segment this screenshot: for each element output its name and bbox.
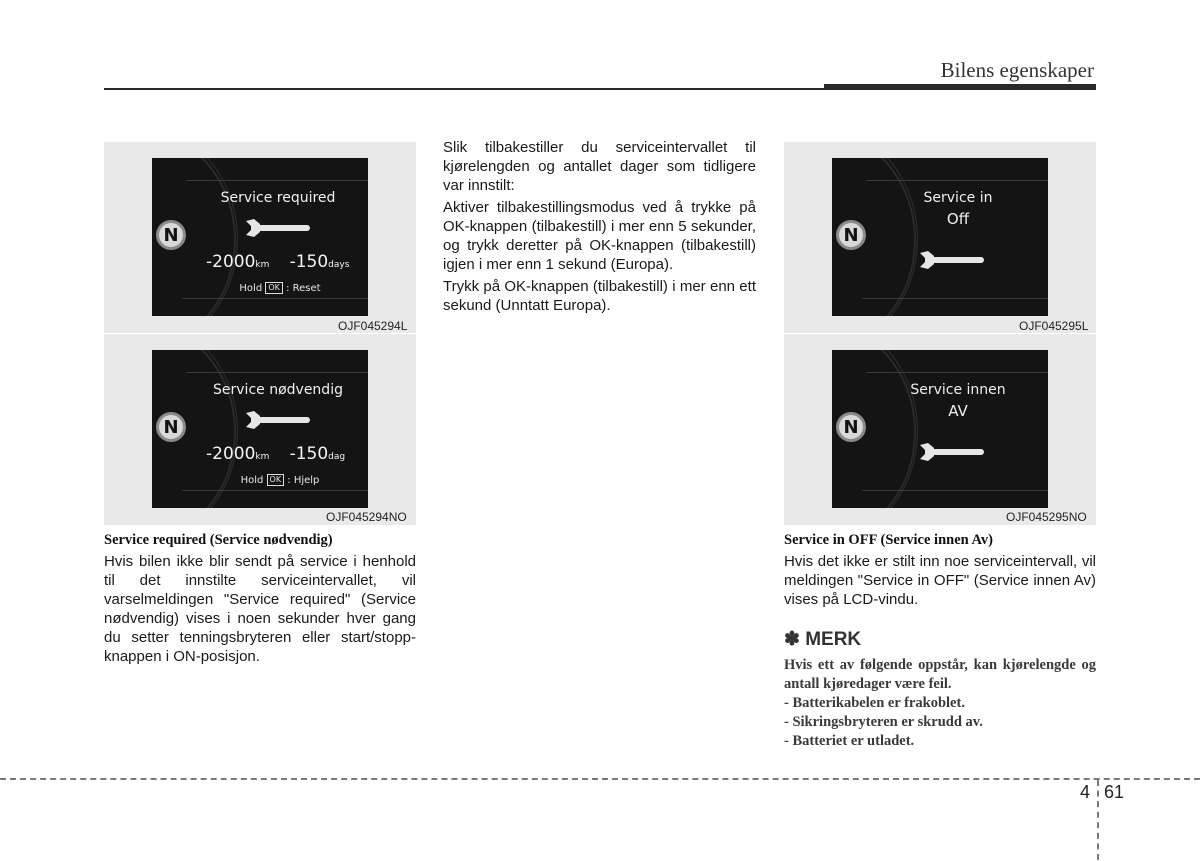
- section-body: Hvis bilen ikke blir sendt på service i henhold til det innstilte serviceintervallet, vil varselmeldingen "Service required" (Service nødvendig) vises i noen sekunder hver gang du setter tenningsbryteren eller start/stopp-knappen i ON-posisjon.: [104, 553, 416, 665]
- days-value: -150: [289, 444, 329, 464]
- hold-action: : Reset: [286, 283, 321, 294]
- header-rule-accent: [824, 84, 1096, 90]
- divider: [186, 180, 368, 181]
- divider: [182, 490, 368, 491]
- hold-instruction: [192, 282, 368, 294]
- paragraph: Trykk på OK-knappen (tilbakestill) i mer enn ett sekund (Unntatt Europa).: [443, 278, 756, 314]
- figure-service-nodvendig: [104, 334, 416, 525]
- paragraph: Aktiver tilbakestillingsmodus ved å trykke på OK-knappen (tilbakestill) i mer enn 5 sekunder, og trykk deretter på OK-knappen (tilbakestill) igjen i mer enn 1 sekund (Europa).: [443, 199, 756, 273]
- header-rule: [104, 88, 824, 90]
- divider: [182, 298, 368, 299]
- gear-indicator: N: [156, 412, 186, 442]
- divider: [862, 298, 1048, 299]
- hold-label: Hold: [240, 475, 264, 486]
- screen-subtitle: Off: [946, 210, 970, 228]
- section-heading: Service in OFF (Service innen Av): [784, 532, 994, 548]
- note-item: - Sikringsbryteren er skrudd av.: [784, 714, 983, 730]
- distance-unit: km: [255, 260, 270, 270]
- screen-title: Service in: [923, 190, 993, 206]
- figure-code: OJF045294L: [338, 319, 408, 333]
- lcd-screen: [152, 158, 368, 316]
- hold-label: Hold: [239, 283, 263, 294]
- distance-value: -2000: [206, 252, 256, 272]
- footer-rule: [0, 778, 1200, 780]
- lcd-screen: [152, 350, 368, 508]
- hold-action: : Hjelp: [287, 475, 320, 486]
- days-unit: days: [328, 260, 350, 270]
- gear-indicator: N: [836, 412, 866, 442]
- gear-indicator: N: [836, 220, 866, 250]
- screen-title: Service innen: [910, 382, 1006, 398]
- distance-unit: km: [255, 452, 270, 462]
- gear-indicator: N: [156, 220, 186, 250]
- reset-instructions: [443, 138, 756, 318]
- service-values: [206, 252, 349, 272]
- page-header-title: Bilens egenskaper: [940, 58, 1094, 82]
- distance-value: -2000: [206, 444, 256, 464]
- ok-key-label: OK: [265, 282, 283, 294]
- wrench-icon: [918, 250, 986, 270]
- lcd-screen: [832, 158, 1048, 316]
- figure-code: OJF045295NO: [1006, 510, 1087, 524]
- service-values: [206, 444, 345, 464]
- chapter-number: 4: [1080, 782, 1091, 802]
- ok-key-label: OK: [267, 474, 285, 486]
- section-heading: Service required (Service nødvendig): [104, 532, 333, 548]
- days-value: -150: [289, 252, 329, 272]
- figure-service-required: [104, 142, 416, 333]
- screen-subtitle: AV: [948, 402, 968, 420]
- paragraph: Slik tilbakestiller du serviceintervallet til kjørelengden og antallet dager som tidligere var innstilt:: [443, 139, 756, 194]
- wrench-icon: [244, 410, 312, 430]
- footer-divider: [1097, 780, 1099, 860]
- divider: [866, 372, 1048, 373]
- note-body: [784, 656, 1096, 751]
- days-unit: dag: [328, 452, 346, 462]
- screen-title: Service nødvendig: [213, 382, 343, 398]
- divider: [862, 490, 1048, 491]
- page-number: 61: [1104, 782, 1125, 802]
- hold-instruction: [192, 474, 368, 486]
- section-body: Hvis det ikke er stilt inn noe serviceintervall, vil meldingen "Service in OFF" (Service innen Av) vises på LCD-vindu.: [784, 553, 1096, 608]
- divider: [186, 372, 368, 373]
- note-intro: Hvis ett av følgende oppstår, kan kjørelengde og antall kjøredager være feil.: [784, 657, 1096, 692]
- wrench-icon: [918, 442, 986, 462]
- lcd-screen: [832, 350, 1048, 508]
- figure-code: OJF045295L: [1019, 319, 1089, 333]
- figure-service-innen-av: [784, 334, 1096, 525]
- screen-title: Service required: [220, 190, 336, 206]
- note-title: ✽ MERK: [784, 629, 862, 650]
- note-item: - Batterikabelen er frakoblet.: [784, 695, 965, 711]
- divider: [866, 180, 1048, 181]
- wrench-icon: [244, 218, 312, 238]
- figure-code: OJF045294NO: [326, 510, 407, 524]
- note-item: - Batteriet er utladet.: [784, 733, 915, 749]
- figure-service-in-off: [784, 142, 1096, 333]
